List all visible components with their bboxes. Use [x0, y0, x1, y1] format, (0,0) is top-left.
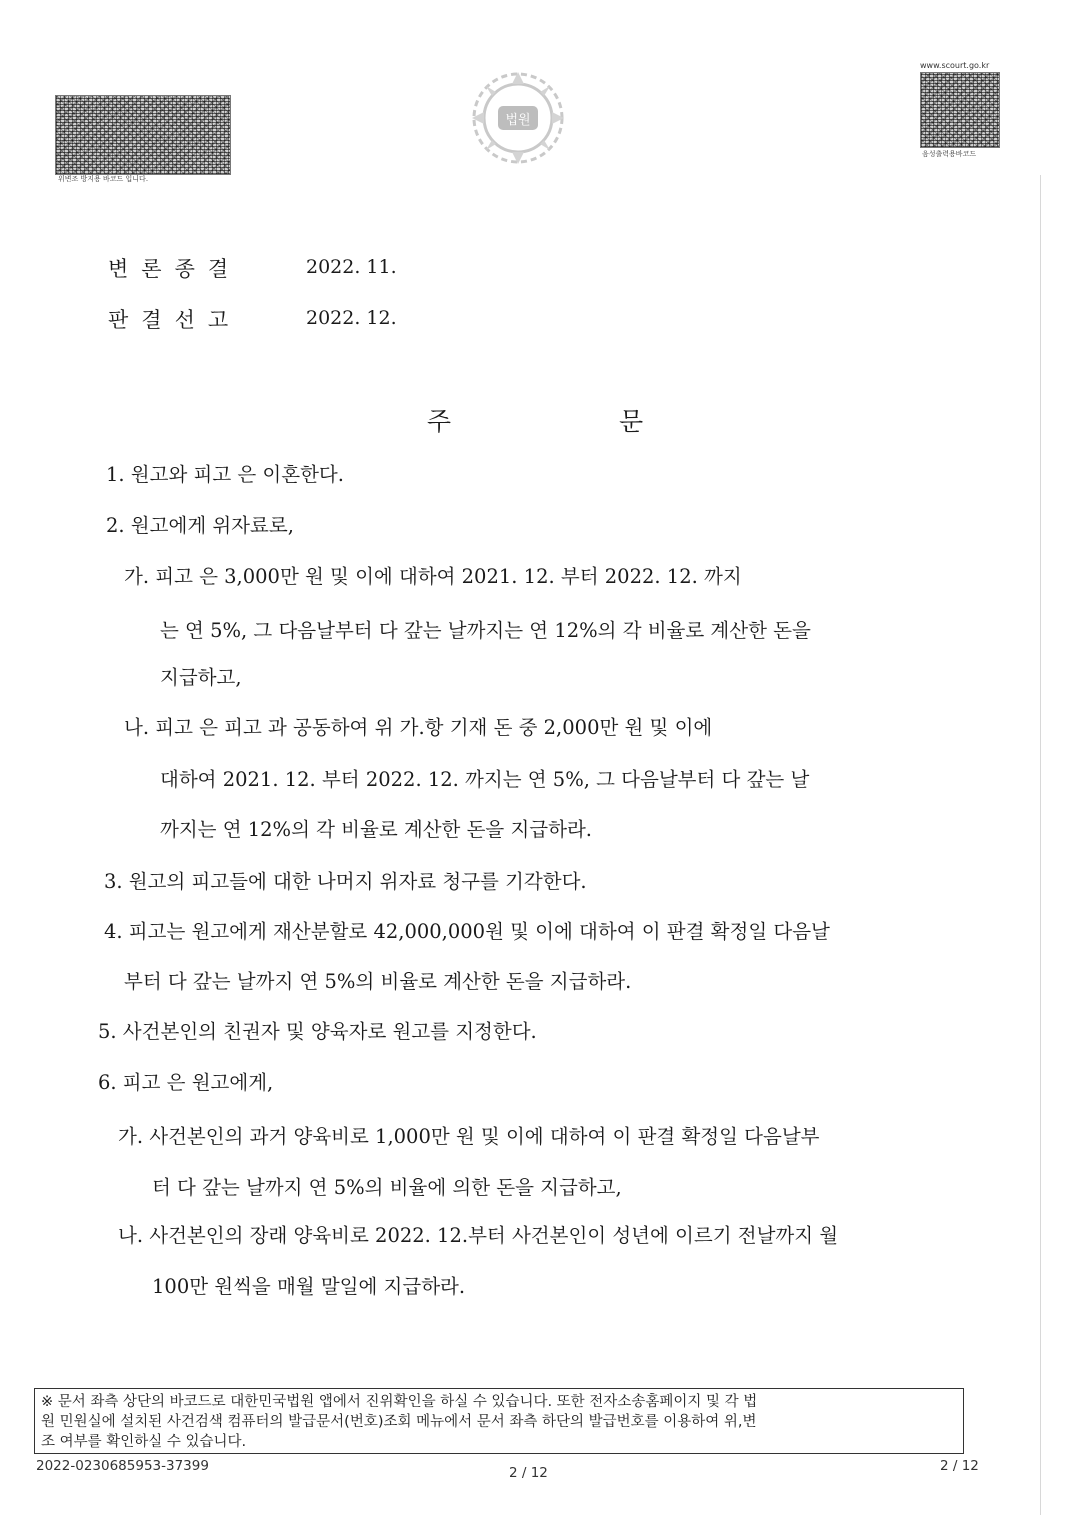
page-number-right: 2 / 12 [940, 1458, 979, 1474]
order-line: 6. 피고 은 원고에게, [98, 1071, 274, 1094]
argument-conclusion-label: 변론종결 [108, 257, 242, 281]
qr-caption: 음성출력용바코드 [922, 150, 977, 158]
notice-line: ※ 문서 좌측 상단의 바코드로 대한민국법원 앱에서 진위확인을 하실 수 있습니다. 또한 전자소송홈페이지 및 각 법 [41, 1394, 758, 1410]
judgment-declaration-label: 판결선고 [108, 308, 242, 332]
order-line: 는 연 5%, 그 다음날부터 다 갚는 날까지는 연 12%의 각 비율로 계산한 돈을 [160, 619, 811, 642]
order-line: 대하여 2021. 12. 부터 2022. 12. 까지는 연 5%, 그 다음날부터 다 갚는 날 [160, 768, 810, 791]
qr-url: www.scourt.go.kr [920, 61, 990, 70]
order-line: 2. 원고에게 위자료로, [106, 514, 294, 537]
order-line: 1. 원고와 피고 은 이혼한다. [106, 463, 344, 486]
issue-number: 2022-0230685953-37399 [36, 1458, 209, 1474]
judgment-declaration-date: 2022. 12. [306, 307, 397, 329]
order-line: 가. 피고 은 3,000만 원 및 이에 대하여 2021. 12. 부터 2022. 12. 까지 [124, 565, 742, 588]
order-line: 100만 원씩을 매월 말일에 지급하라. [152, 1275, 466, 1298]
argument-conclusion-date: 2022. 11. [306, 256, 397, 278]
order-line: 5. 사건본인의 친권자 및 양육자로 원고를 지정한다. [98, 1020, 537, 1043]
barcode-caption: 위변조 방지용 바코드 입니다. [58, 175, 149, 183]
notice-line: 원 민원실에 설치된 사건검색 컴퓨터의 발급문서(번호)조회 메뉴에서 문서 좌측 하단의 발급번호를 이용하여 위,변 [41, 1414, 757, 1430]
order-line: 4. 피고는 원고에게 재산분할로 42,000,000원 및 이에 대하여 이 판결 확정일 다음날 [104, 920, 830, 943]
order-line: 나. 사건본인의 장래 양육비로 2022. 12.부터 사건본인이 성년에 이르기 전날까지 월 [118, 1224, 839, 1247]
voice-output-qr-code [920, 72, 1000, 148]
anti-forgery-barcode [55, 95, 231, 175]
verification-notice [34, 1388, 964, 1454]
scan-edge-line [1040, 175, 1041, 1515]
court-seal-icon [468, 68, 568, 168]
order-line: 나. 피고 은 피고 과 공동하여 위 가.항 기재 돈 중 2,000만 원 및 이에 [124, 716, 713, 739]
seal-text: 법원 [505, 113, 531, 128]
order-line: 까지는 연 12%의 각 비율로 계산한 돈을 지급하라. [160, 818, 592, 841]
order-line: 3. 원고의 피고들에 대한 나머지 위자료 청구를 기각한다. [104, 870, 587, 893]
order-line: 부터 다 갚는 날까지 연 5%의 비율로 계산한 돈을 지급하라. [124, 970, 632, 993]
page-number-center: 2 / 12 [509, 1465, 548, 1481]
page-title: 주 문 [426, 407, 724, 436]
order-line: 지급하고, [160, 666, 242, 689]
order-line: 가. 사건본인의 과거 양육비로 1,000만 원 및 이에 대하여 이 판결 확정일 다음날부 [118, 1125, 820, 1148]
order-line: 터 다 갚는 날까지 연 5%의 비율에 의한 돈을 지급하고, [152, 1176, 622, 1199]
notice-line: 조 여부를 확인하실 수 있습니다. [41, 1434, 247, 1450]
